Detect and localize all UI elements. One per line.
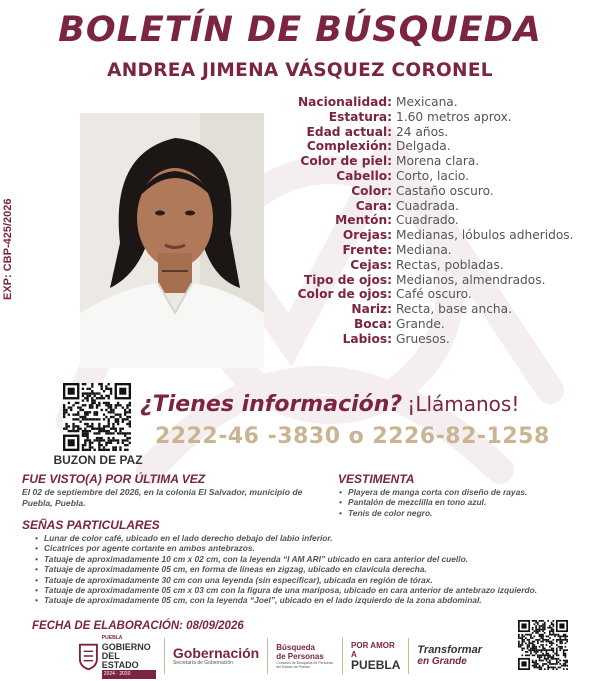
case-number: EXP: CBP-425/2026 — [2, 198, 14, 300]
attribute-value: Delgada. — [396, 139, 451, 154]
attribute-row — [272, 184, 600, 199]
attribute-label: Edad actual: — [306, 124, 392, 139]
attribute-value: Mexicana. — [396, 95, 458, 109]
attribute-value: Rectas, pobladas. — [396, 257, 504, 272]
attribute-row — [272, 317, 600, 332]
attribute-value: Gruesos. — [396, 331, 450, 346]
attribute-value: 24 años. — [396, 124, 449, 139]
list-item: • Tatuaje de aproximadamente 05 cm, en forma de líneas en zigzag, ubicado en clavícula derecha. — [34, 564, 579, 574]
attribute-label: Orejas: — [342, 228, 392, 243]
last-seen-text: El 02 de septiembre del 2026, en la colonia El Salvador, municipio de Puebla, Puebla. — [22, 487, 303, 508]
marks-heading: SEÑAS PARTICULARES — [22, 518, 160, 532]
attribute-value: 1.60 metros aprox. — [396, 109, 512, 124]
attribute-label: Nariz: — [351, 302, 392, 317]
logo-gobierno-estado — [70, 634, 165, 677]
attribute-label: Estatura: — [328, 109, 392, 124]
logo-poramor-text-2: PUEBLA — [351, 658, 401, 672]
attribute-label: Frente: — [342, 242, 392, 257]
attribute-row — [272, 213, 600, 228]
logo-busqueda-text-1: Búsqueda — [276, 642, 315, 652]
attribute-label: Mentón: — [335, 213, 392, 228]
attribute-label: Tipo de ojos: — [303, 272, 392, 287]
list-item: • Tatuaje de aproximadamente 05 cm x 03 cm con la figura de una mariposa, ubicado en cara anterior de antebrazo izquierdo. — [34, 585, 579, 595]
list-item: • Cicatrices por agente cortante en ambos antebrazos. — [34, 543, 579, 553]
logo-gobierno-small: PUEBLA — [101, 634, 123, 641]
logo-gobierno-text-1: GOBIERNO — [101, 641, 151, 652]
attribute-value: Café oscuro. — [396, 287, 472, 302]
footer-qr-code-icon[interactable] — [518, 620, 568, 670]
attribute-row — [272, 199, 600, 214]
attribute-row — [272, 154, 600, 169]
attribute-row — [272, 125, 600, 140]
logo-transformar-text-1: Transformar — [417, 644, 482, 656]
attribute-value: Morena clara. — [396, 154, 480, 169]
list-item: • Tenis de color negro. — [338, 508, 598, 518]
attribute-value: Grande. — [396, 316, 445, 331]
marks-list — [34, 533, 579, 606]
list-item: • Tatuaje de aproximadamente 05 cm, con la leyenda “Joel”, ubicado en el lado izquierdo de la zona abdominal. — [34, 595, 579, 605]
attribute-row — [272, 302, 600, 317]
physical-description — [272, 95, 600, 347]
logo-gobernacion — [165, 638, 268, 674]
attribute-label: Color de ojos: — [297, 287, 392, 302]
attribute-row — [272, 258, 600, 273]
list-item: • Pantalón de mezclilla en tono azul. — [338, 497, 598, 507]
attribute-value: Cuadrado. — [396, 213, 459, 228]
attribute-value: Medianos, almendrados. — [396, 272, 546, 287]
attribute-label: Cara: — [355, 198, 392, 213]
info-question — [140, 392, 600, 417]
attribute-label: Cejas: — [350, 257, 392, 272]
attribute-row — [272, 169, 600, 184]
attribute-row — [272, 95, 600, 110]
buzon-qr-code-icon[interactable] — [63, 383, 131, 451]
attribute-label: Color: — [351, 183, 392, 198]
attribute-label: Color de piel: — [300, 154, 392, 169]
list-item: • Tatuaje de aproximadamente 10 cm x 02 cm, con la leyenda “I AM ARI” ubicado en cara anterior del cuello. — [34, 554, 579, 564]
attribute-row — [272, 287, 600, 302]
attribute-row — [272, 110, 600, 125]
last-seen-heading: FUE VISTO(A) POR ÚLTIMA VEZ — [22, 472, 206, 486]
state-shield-icon — [78, 641, 99, 671]
buzon-label: BUZON DE PAZ — [53, 453, 143, 467]
person-photo-illustration — [80, 113, 264, 368]
logo-poramor-text-1: POR AMOR A — [351, 641, 395, 659]
creation-date: FECHA DE ELABORACIÓN: 08/09/2026 — [32, 620, 244, 632]
clothing-heading: VESTIMENTA — [338, 472, 415, 486]
attribute-value: Recta, base ancha. — [396, 302, 513, 317]
phone-numbers[interactable]: 2222-46 -3830 o 2226-82-1258 — [155, 424, 550, 449]
logo-gobernacion-sub: Secretaría de Gobernación — [172, 660, 233, 666]
list-item: • Tatuaje de aproximadamente 30 cm con una leyenda (sin especificar), ubicada en región de tórax. — [34, 575, 579, 585]
attribute-value: Cuadrada. — [396, 198, 459, 213]
missing-person-name: ANDREA JIMENA VÁSQUEZ CORONEL — [107, 60, 493, 81]
attribute-label: Complexión: — [306, 139, 392, 154]
logo-gobernacion-text: Gobernación — [172, 645, 260, 661]
list-item: • Playera de manga corta con diseño de rayas. — [338, 487, 598, 497]
footer-logos — [70, 634, 490, 677]
logo-por-amor-puebla — [343, 638, 409, 674]
logo-gobierno-years: 2024 · 2030 — [102, 670, 156, 679]
logo-busqueda-text-2: de Personas — [276, 651, 324, 661]
attribute-label: Labios: — [342, 331, 392, 346]
logo-transformar — [409, 638, 490, 674]
attribute-value: Corto, lacio. — [396, 168, 470, 183]
attribute-row — [272, 332, 600, 347]
bulletin-title: BOLETÍN DE BÚSQUEDA — [58, 10, 542, 50]
person-photo — [80, 113, 264, 368]
attribute-row — [272, 228, 600, 243]
clothing-list — [338, 487, 598, 518]
info-question-text: ¿Tienes información? — [140, 392, 403, 417]
attribute-value: Medianas, lóbulos adheridos. — [396, 228, 574, 243]
attribute-row — [272, 273, 600, 288]
list-item: • Lunar de color café, ubicado en el lado derecho debajo del labio inferior. — [34, 533, 579, 543]
attribute-value: Mediana. — [396, 242, 452, 257]
attribute-row — [272, 243, 600, 258]
logo-busqueda — [268, 638, 343, 674]
logo-gobierno-text-2: DEL ESTADO — [101, 650, 139, 670]
call-us-text: ¡Llámanos! — [407, 392, 520, 416]
attribute-label: Boca: — [354, 316, 392, 331]
logo-transformar-text-2: en Grande — [417, 656, 467, 667]
logo-busqueda-sub: Comisión de Búsqueda de Personas del Estado de Puebla — [276, 660, 334, 669]
attribute-row — [272, 139, 600, 154]
attribute-value: Castaño oscuro. — [396, 183, 494, 198]
attribute-label: Cabello: — [336, 168, 392, 183]
attribute-label: Nacionalidad: — [297, 95, 392, 109]
